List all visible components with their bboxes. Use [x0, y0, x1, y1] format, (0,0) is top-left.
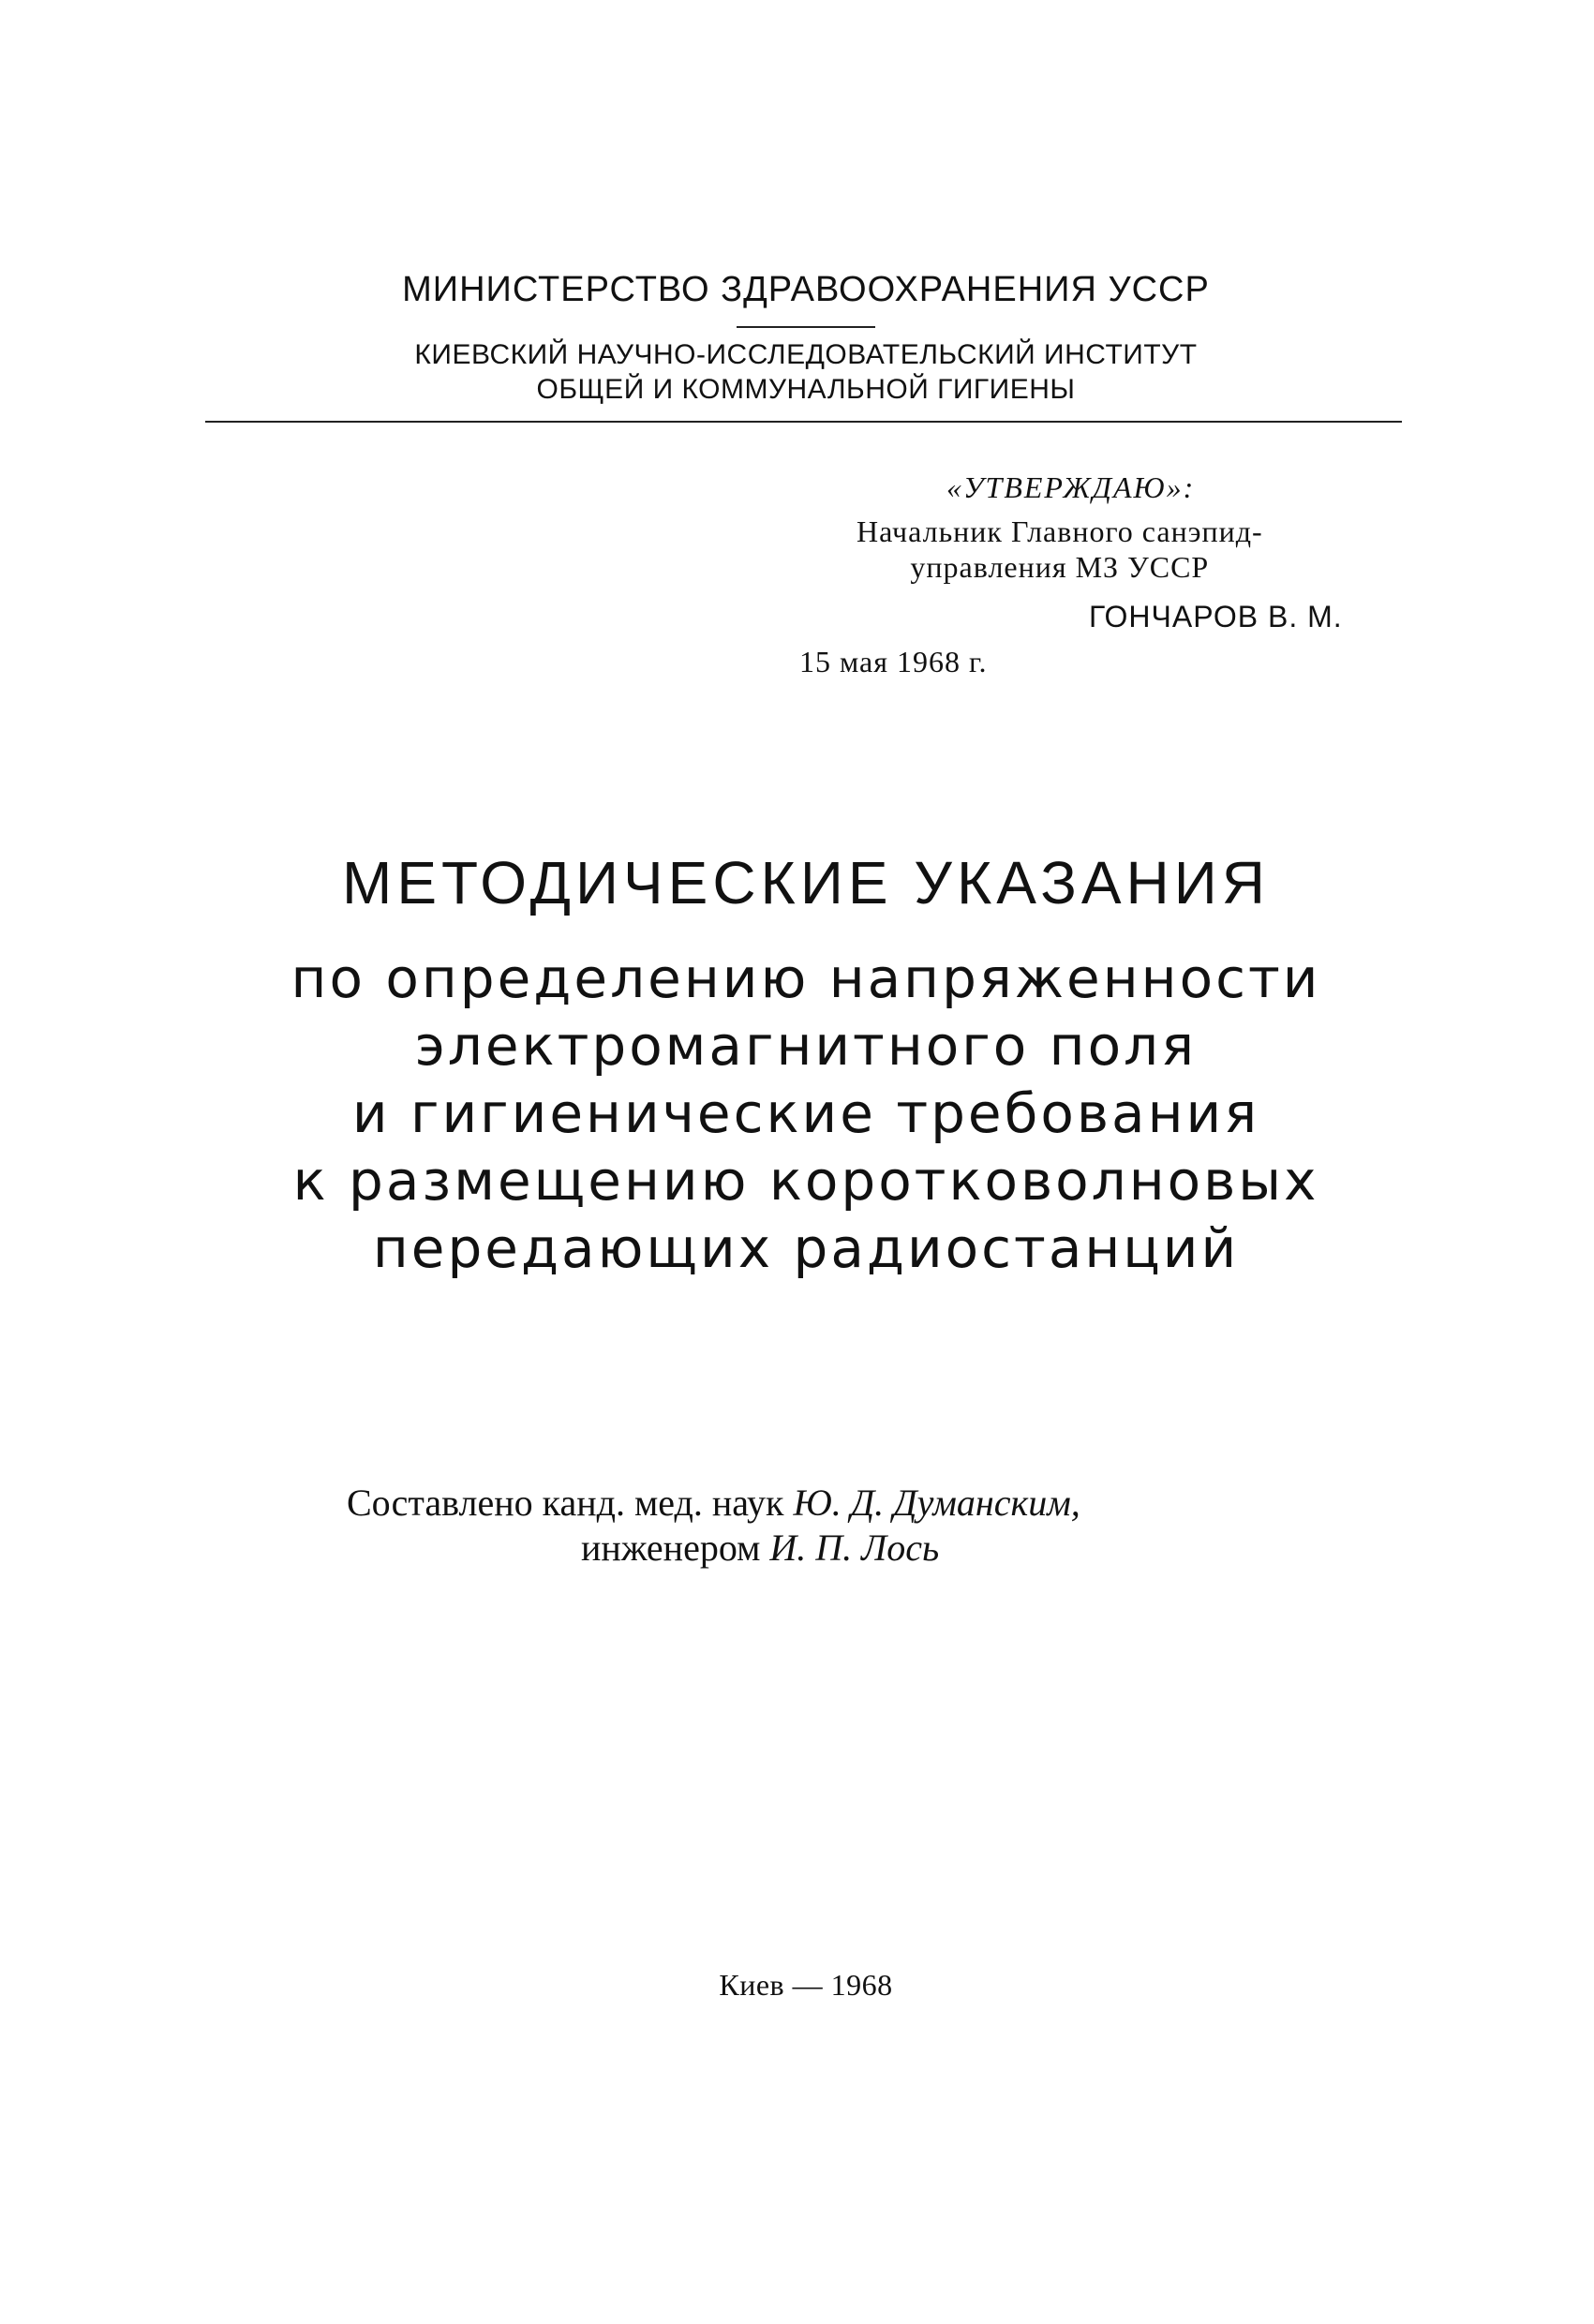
- approval-signatory-name: ГОНЧАРОВ В. М.: [1089, 600, 1343, 633]
- compiled-by-role: инженером: [581, 1527, 770, 1569]
- place-and-year: Киев — 1968: [719, 1968, 893, 2002]
- approval-position-line2: управления МЗ УССР: [910, 550, 1210, 584]
- compiled-by: [347, 1481, 1080, 1571]
- compiled-by-line1: [347, 1481, 1080, 1526]
- ministry-name: МИНИСТЕРСТВО ЗДРАВООХРАНЕНИЯ УССР: [402, 270, 1210, 309]
- subtitle-line: передающих радиостанций: [372, 1216, 1240, 1280]
- subtitle-line: по определению напряженности: [290, 946, 1321, 1010]
- header-short-divider: [737, 326, 875, 328]
- author-name: И. П. Лось: [769, 1527, 940, 1569]
- document-subtitle: [187, 945, 1424, 1282]
- header-long-divider: [205, 421, 1402, 423]
- institute-name-line2: ОБЩЕЙ И КОММУНАЛЬНОЙ ГИГИЕНЫ: [536, 374, 1076, 405]
- compiled-by-line2: [347, 1526, 1080, 1571]
- approval-title: «УТВЕРЖДАЮ»:: [946, 470, 1196, 504]
- approval-date: 15 мая 1968 г.: [799, 645, 988, 678]
- approval-position-line1: Начальник Главного санэпид-: [857, 514, 1263, 548]
- author-name: Ю. Д. Думанским,: [793, 1482, 1080, 1524]
- subtitle-line: к размещению коротковолновых: [292, 1149, 1319, 1213]
- subtitle-line: и гигиенические требования: [351, 1081, 1260, 1145]
- document-title: МЕТОДИЧЕСКИЕ УКАЗАНИЯ: [342, 849, 1270, 916]
- institute-name: [187, 337, 1424, 407]
- institute-name-line1: КИЕВСКИЙ НАУЧНО-ИССЛЕДОВАТЕЛЬСКИЙ ИНСТИТУТ: [414, 339, 1198, 370]
- subtitle-line: электромагнитного поля: [414, 1014, 1198, 1078]
- compiled-by-prefix: Составлено канд. мед. наук: [347, 1482, 794, 1524]
- approval-position: [857, 514, 1263, 585]
